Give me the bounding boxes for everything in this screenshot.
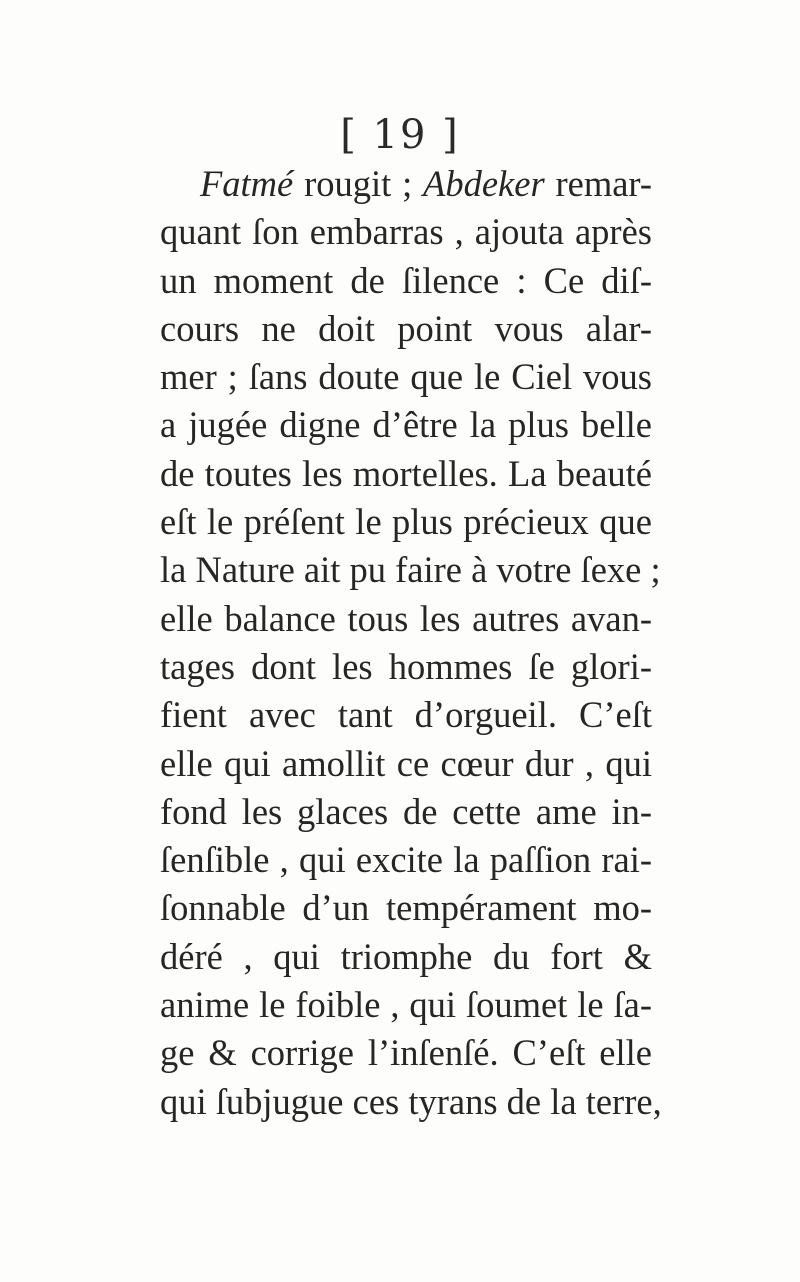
character-name: Fatmé [200, 163, 294, 204]
text-line: déré , qui triomphe du fort & [160, 935, 652, 977]
character-name: Abdeker [423, 163, 545, 204]
page-body [160, 160, 662, 1126]
text-line: elle balance tous les autres avan- [160, 597, 652, 639]
text-line: fient avec tant d’orgueil. C’eſt [160, 694, 652, 736]
text-line: fond les glaces de cette ame in- [160, 790, 652, 832]
text-line: elle qui amollit ce cœur dur , qui [160, 742, 652, 784]
text-line: de toutes les mortelles. La beauté [160, 452, 652, 494]
text-line: mer ; ſans doute que le Ciel vous [160, 356, 652, 398]
text-line: tages dont les hommes ſe glori- [160, 645, 652, 687]
text-line: un moment de ſilence : Ce diſ- [160, 259, 652, 301]
text-line: cours ne doit point vous alar- [160, 307, 652, 349]
text-line: anime le foible , qui ſoumet le ſa- [160, 984, 652, 1026]
text-line: ge & corrige l’inſenſé. C’eſt elle [160, 1032, 652, 1074]
text-line [160, 160, 652, 208]
text-line: eſt le préſent le plus précieux que [160, 501, 652, 543]
text-line: a jugée digne d’être la plus belle [160, 404, 652, 446]
text-fragment: remar- [544, 163, 653, 204]
page-number: [ 19 ] [340, 112, 460, 158]
text-line: qui ſubjugue ces tyrans de la terre, [160, 1080, 662, 1122]
text-line: quant ſon embarras , ajouta après [160, 211, 652, 253]
text-fragment: rougit ; [293, 163, 424, 204]
text-line: ſenſible , qui excite la paſſion rai- [160, 839, 652, 881]
text-line: ſonnable d’un tempérament mo- [160, 887, 652, 929]
text-line: la Nature ait pu faire à votre ſexe ; [160, 549, 661, 591]
